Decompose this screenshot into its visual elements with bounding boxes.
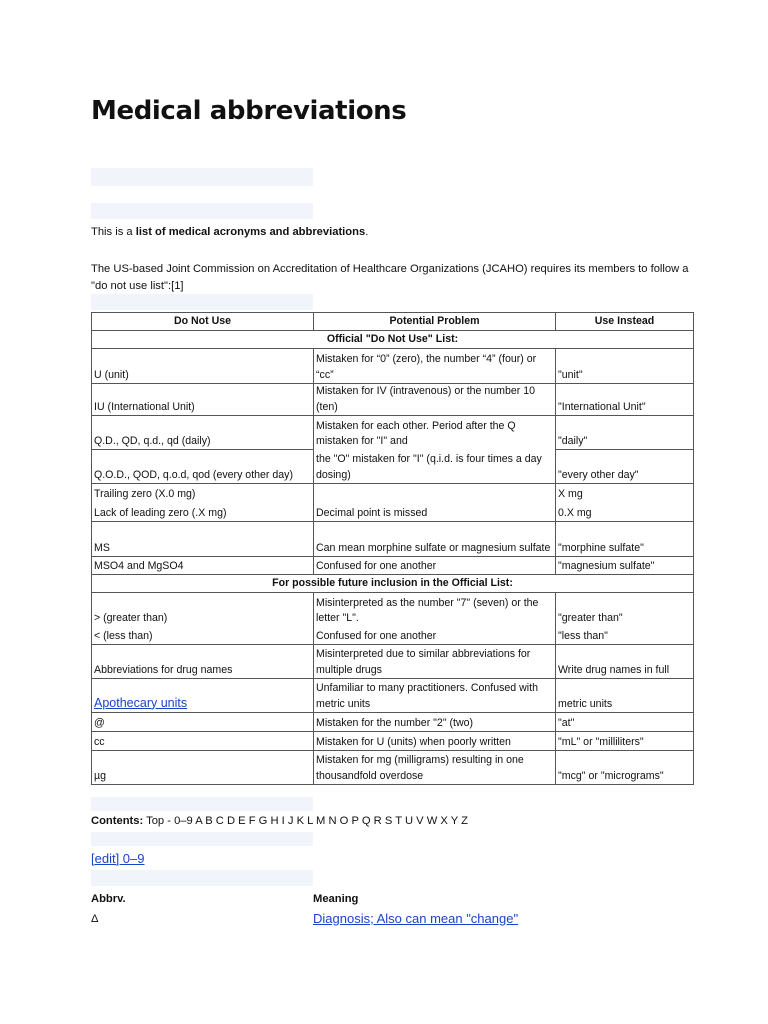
header-use-instead: Use Instead	[556, 313, 694, 331]
cell-use-instead: "greater than"	[556, 593, 694, 627]
table-row	[92, 593, 694, 627]
table-row	[92, 732, 694, 751]
cell-problem	[314, 484, 556, 503]
cell-do-not-use: MS	[92, 522, 314, 557]
cell-problem: Mistaken for “0” (zero), the number “4” (four) or “cc”	[314, 349, 556, 384]
apothecary-units-link[interactable]: Apothecary units	[94, 695, 188, 710]
table-row	[92, 349, 694, 384]
table-row	[92, 416, 694, 450]
cell-problem: Confused for one another	[314, 557, 556, 575]
cell-problem: Mistaken for IV (intravenous) or the number 10 (ten)	[314, 384, 556, 416]
cell-use-instead: metric units	[556, 679, 694, 713]
list-item-abbreviation: Δ	[91, 913, 99, 925]
cell-do-not-use: Q.D., QD, q.d., qd (daily)	[92, 416, 314, 450]
cell-use-instead: "mcg" or "micrograms"	[556, 751, 694, 785]
table-row	[92, 522, 694, 557]
cell-use-instead: "International Unit"	[556, 384, 694, 416]
cell-problem: the "O" mistaken for "I" (q.i.d. is four times a day dosing)	[314, 450, 556, 484]
cell-problem: Unfamiliar to many practitioners. Confused with metric units	[314, 679, 556, 713]
cell-problem: Mistaken for mg (milligrams) resulting in one thousandfold overdose	[314, 751, 556, 785]
blank-field	[91, 832, 313, 846]
cell-do-not-use: IU (International Unit)	[92, 384, 314, 416]
cell-use-instead: "magnesium sulfate"	[556, 557, 694, 575]
table-row	[92, 503, 694, 522]
blank-field	[91, 294, 313, 310]
cell-problem: Confused for one another	[314, 627, 556, 645]
table-header-row	[92, 313, 694, 331]
contents-label: Contents:	[91, 815, 144, 827]
jcaho-paragraph: The US-based Joint Commission on Accreditation of Healthcare Organizations (JCAHO) requires its members to follow a "do not use list":[1]	[91, 263, 689, 292]
intro-bold-text: list of medical acronyms and abbreviations	[135, 226, 366, 238]
table-row	[92, 450, 694, 484]
cell-do-not-use: < (less than)	[92, 627, 314, 645]
cell-use-instead: "unit"	[556, 349, 694, 384]
cell-do-not-use	[92, 679, 314, 713]
cell-use-instead: 0.X mg	[556, 503, 694, 522]
cell-do-not-use: Abbreviations for drug names	[92, 645, 314, 679]
table-row	[92, 645, 694, 679]
section-future-label: For possible future inclusion in the Official List:	[92, 575, 694, 593]
cell-use-instead: "every other day"	[556, 450, 694, 484]
table-row	[92, 679, 694, 713]
cell-problem: Mistaken for the number "2" (two)	[314, 713, 556, 732]
abbreviation-column-header: Abbrv.	[91, 893, 126, 905]
section-official-label: Official "Do Not Use" List:	[92, 331, 694, 349]
cell-use-instead: "at"	[556, 713, 694, 732]
cell-do-not-use: MSO4 and MgSO4	[92, 557, 314, 575]
cell-use-instead: "mL" or "milliliters"	[556, 732, 694, 751]
header-do-not-use: Do Not Use	[92, 313, 314, 331]
table-row	[92, 384, 694, 416]
cell-do-not-use: Lack of leading zero (.X mg)	[92, 503, 314, 522]
blank-field	[91, 203, 313, 219]
contents-items[interactable]: Top - 0–9 A B C D E F G H I J K L M N O P Q R S T U V W X Y Z	[146, 815, 468, 827]
list-item-meaning-link[interactable]: Diagnosis; Also can mean "change"	[313, 911, 519, 926]
cell-do-not-use: U (unit)	[92, 349, 314, 384]
cell-do-not-use: @	[92, 713, 314, 732]
blank-field	[91, 168, 313, 186]
cell-do-not-use: > (greater than)	[92, 593, 314, 627]
page-title: Medical abbreviations	[91, 96, 407, 126]
cell-problem: Mistaken for each other. Period after the Q mistaken for "I" and	[314, 416, 556, 450]
contents-nav	[91, 815, 468, 827]
cell-use-instead: "daily"	[556, 416, 694, 450]
cell-use-instead: "morphine sulfate"	[556, 522, 694, 557]
cell-use-instead: "less than"	[556, 627, 694, 645]
cell-use-instead: X mg	[556, 484, 694, 503]
cell-do-not-use: cc	[92, 732, 314, 751]
cell-problem: Decimal point is missed	[314, 503, 556, 522]
header-potential-problem: Potential Problem	[314, 313, 556, 331]
meaning-column-header: Meaning	[313, 893, 359, 905]
cell-problem: Mistaken for U (units) when poorly written	[314, 732, 556, 751]
cell-problem: Misinterpreted due to similar abbreviations for multiple drugs	[314, 645, 556, 679]
intro-paragraph: This is a list of medical acronyms and abbreviations.	[91, 226, 369, 238]
cell-use-instead: Write drug names in full	[556, 645, 694, 679]
cell-problem: Can mean morphine sulfate or magnesium sulfate	[314, 522, 556, 557]
cell-do-not-use: µg	[92, 751, 314, 785]
table-row	[92, 484, 694, 503]
blank-field	[91, 797, 313, 811]
cell-do-not-use: Q.O.D., QOD, q.o.d, qod (every other day)	[92, 450, 314, 484]
section-heading-0-9[interactable]: [edit] 0–9	[91, 851, 145, 866]
section-row	[92, 575, 694, 593]
blank-field	[91, 870, 313, 886]
table-row	[92, 713, 694, 732]
do-not-use-table	[91, 312, 694, 785]
table-row	[92, 751, 694, 785]
section-row	[92, 331, 694, 349]
cell-do-not-use: Trailing zero (X.0 mg)	[92, 484, 314, 503]
table-row	[92, 627, 694, 645]
table-row	[92, 557, 694, 575]
cell-problem: Misinterpreted as the number "7" (seven) or the letter "L".	[314, 593, 556, 627]
